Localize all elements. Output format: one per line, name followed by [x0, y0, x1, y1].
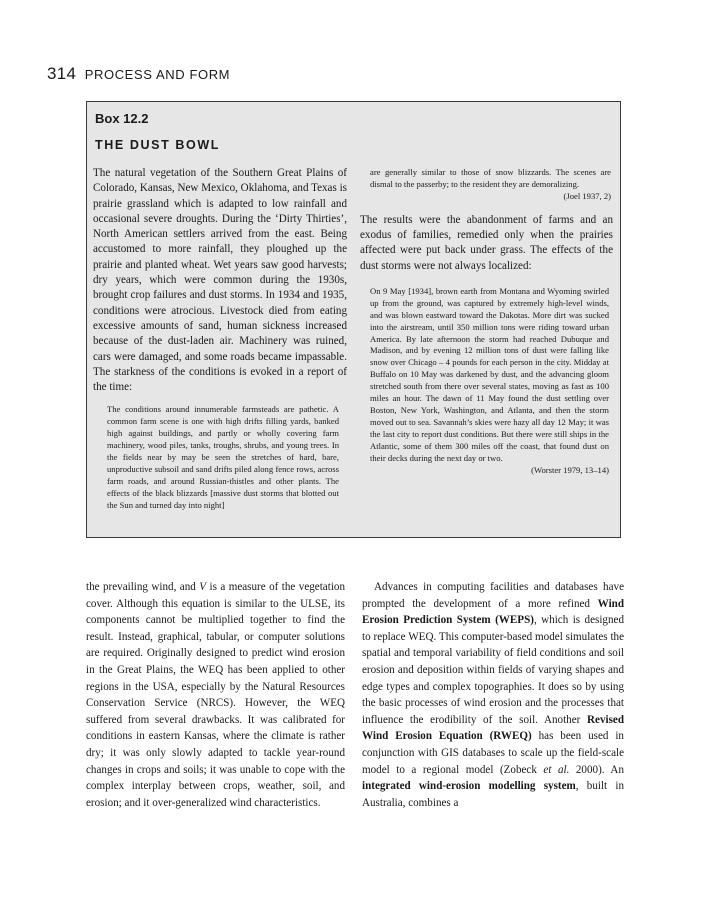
body-right-column — [362, 579, 624, 811]
text-run: has been used in conjunction with GIS databases to scale up the field-scale model to a regional model (Zobeck — [362, 730, 624, 776]
worster-quote-text: On 9 May [1934], brown earth from Montana and Wyoming swirled up from the ground, was captured by extremely high-level winds, and was blown eastward toward the Dakotas. More dirt was sucked into the airstream, until 350 million tons were riding toward urban America. By late afternoon the storm had reached Dubuque and Madison, and by evening 12 million tons of dust were falling like snow over Chicago – 4 pounds for each person in the city. Midday at Buffalo on 10 May was darkened by dust, and the advancing gloom stretched south from there over several states, moving as fast as 100 miles an hour. The dawn of 11 May found the dust settling over Boston, New York, Washington, and Atlanta, and then the storm moved out to sea. Savannah’s skies were hazy all day 12 May; it was the last city to report dust conditions. But there were still ships in the Atlantic, some of them 300 miles off the coast, that found dust on their decks during the next day or two. — [370, 285, 609, 463]
joel-quote-part2-text: are generally similar to those of snow blizzards. The scenes are dismal to the passerby; to the resident they are demoralizing. — [370, 167, 611, 189]
variable-v: V — [199, 581, 207, 593]
worster-citation: (Worster 1979, 13–14) — [531, 464, 609, 475]
weps-paragraph — [362, 579, 624, 811]
running-head — [47, 64, 230, 84]
page-number: 314 — [47, 64, 77, 83]
text-run: Advances in computing facilities and databases have prompted the development of a more refined — [362, 581, 624, 610]
box-middle-paragraph: The results were the abandonment of farms and an exodus of families, remedied only when the prairies affected were put back under grass. The effects of the dust storms were not always localized: — [360, 213, 613, 272]
box-right-column — [360, 166, 613, 476]
text-run: , which is designed to replace WEQ. This computer-based model simulates the spatial and temporal variability of field conditions and soil erosion and deposition within fields of varying shapes and edge types and complex topographies. It does so by using the basic processes of wind erosion and the processes that influence the erodibility of the soil. Another — [362, 614, 624, 726]
worster-quote — [370, 286, 609, 477]
text-run: 2000). An — [569, 763, 624, 776]
joel-quote-part2 — [370, 167, 611, 203]
term-integrated-system: integrated wind-erosion modelling system — [362, 780, 576, 793]
box-left-column — [93, 166, 347, 512]
box-label: Box 12.2 — [95, 111, 149, 126]
text-run: , built in Australia, combines a — [362, 780, 624, 809]
text-run: the prevailing wind, and — [86, 581, 200, 593]
dust-bowl-box — [86, 101, 621, 538]
term-rweq: Revised Wind Erosion Equation (RWEQ) — [362, 713, 624, 743]
weq-paragraph — [86, 579, 345, 811]
joel-quote-part1: The conditions around innumerable farmsteads are pathetic. A common farm scene is one with high drifts filling yards, banked high against buildings, and partly or wholly covering farm machinery, wood piles, tanks, troughs, shrubs, and young trees. In the fields near by may be seen the stretches of hard, bare, unproductive subsoil and sand drifts piled along fence rows, across farm roads, and around Russian-thistles and other plants. The effects of the black blizzards [massive dust storms that blotted out the Sun and turned day into night] — [107, 404, 339, 510]
term-weps: Wind Erosion Prediction System (WEPS) — [362, 597, 624, 627]
box-intro-paragraph: The natural vegetation of the Southern Great Plains of Colorado, Kansas, New Mexico, Oklahoma, and Texas is prairie grassland which is adapted to low rainfall and occasional severe droughts. During the ‘Dirty Thirties’, North American settlers arrived from the east. Being accustomed to more rainfall, they ploughed up the prairie and planted wheat. Wet years saw good harvests; dry years, which were common during the 1930s, brought crop failures and dust storms. In 1934 and 1935, conditions were atrocious. Livestock died from eating excessive amounts of sand, human sickness increased because of the dust-laden air. Machinery was ruined, cars were damaged, and some roads became impassable. The starkness of the conditions is evoked in a report of the time: — [93, 167, 347, 394]
box-title: THE DUST BOWL — [95, 138, 220, 152]
et-al: et al. — [543, 763, 570, 776]
joel-citation: (Joel 1937, 2) — [563, 190, 611, 201]
text-run: is a measure of the vegetation cover. Although this equation is similar to the ULSE, its components cannot be multiplied together to find the result. Instead, graphical, tabular, or computer solutions are required. Originally designed to predict wind erosion in the Great Plains, the WEQ has been applied to other regions in the USA, especially by the Natural Resources Conservation Service (NRCS). However, the WEQ suffered from several drawbacks. It was calibrated for conditions in eastern Kansas, where the climate is rather dry; it was only slowly adapted to tackle year-round changes in crops and soils; it was unable to cope with the complex interplay between crops, weather, soil, and erosion; and it over-generalized wind characteristics. — [86, 581, 345, 809]
body-left-column — [86, 579, 345, 811]
section-title: PROCESS AND FORM — [84, 67, 231, 82]
